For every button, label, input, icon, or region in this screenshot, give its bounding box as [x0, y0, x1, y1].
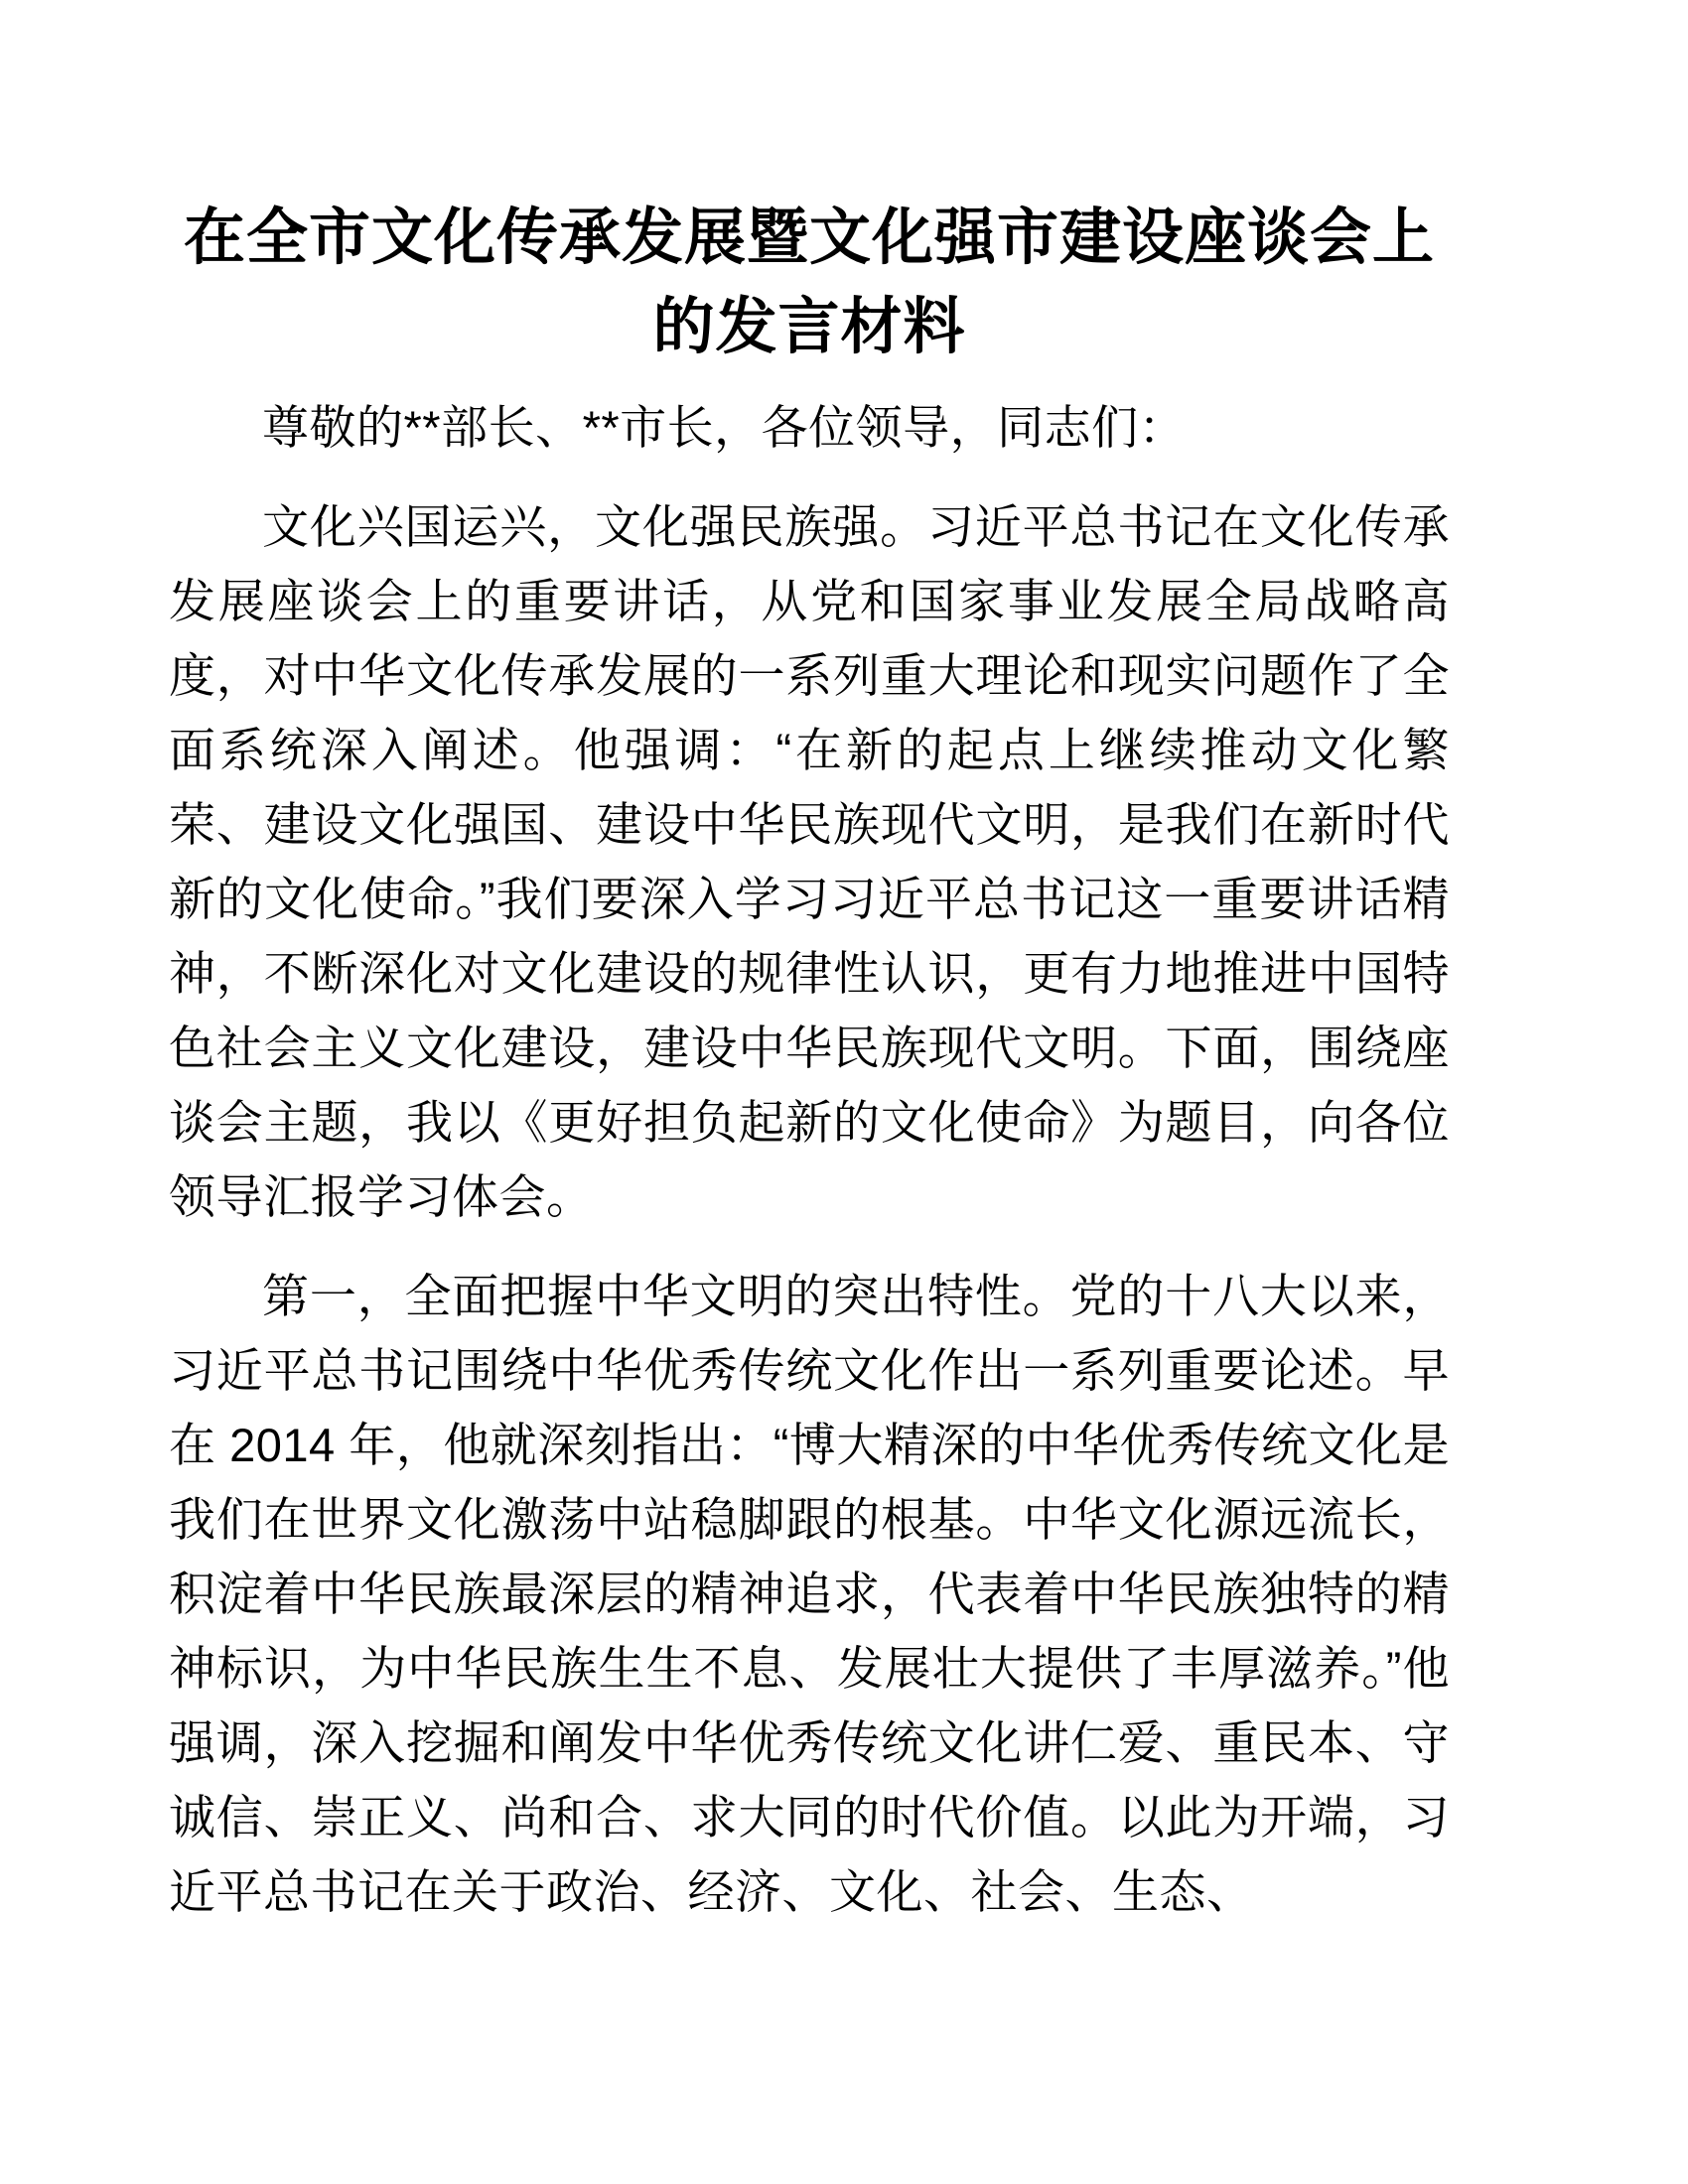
paragraph-introduction: 文化兴国运兴，文化强民族强。习近平总书记在文化传承发展座谈会上的重要讲话，从党和国家事业发展全局战略高度，对中华文化传承发展的一系列重大理论和现实问题作了全面系统深入阐述。他强调：“在新的起点上继续推动文化繁荣、建设文化强国、建设中华民族现代文明，是我们在新时代新的文化使命。”我们要深入学习习近平总书记这一重要讲话精神，不断深化对文化建设的规律性认识，更有力地推进中国特色社会主义文化建设，建设中华民族现代文明。下面，围绕座谈会主题，我以《更好担负起新的文化使命》为题目，向各位领导汇报学习体会。 — [169, 500, 1450, 1223]
document-body — [169, 390, 1450, 1929]
paragraph-point-one: 第一，全面把握中华文明的突出特性。党的十八大以来，习近平总书记围绕中华优秀传统文化作出一系列重要论述。早在 2014 年，他就深刻指出：“博大精深的中华优秀传统文化是我们在世界文化激荡中站稳脚跟的根基。中华文化源远流长，积淀着中华民族最深层的精神追求，代表着中华民族独特的精神标识，为中华民族生生不息、发展壮大提供了丰厚滋养。”他强调，深入挖掘和阐发中华优秀传统文化讲仁爱、重民本、守诚信、崇正义、尚和合、求大同的时代价值。以此为开端，习近平总书记在关于政治、经济、文化、社会、生态、 — [169, 1270, 1450, 1918]
salutation-line: 尊敬的**部长、**市长，各位领导，同志们： — [262, 401, 1187, 454]
document-title: 在全市文化传承发展暨文化强市建设座谈会上的发言材料 — [183, 204, 1435, 361]
